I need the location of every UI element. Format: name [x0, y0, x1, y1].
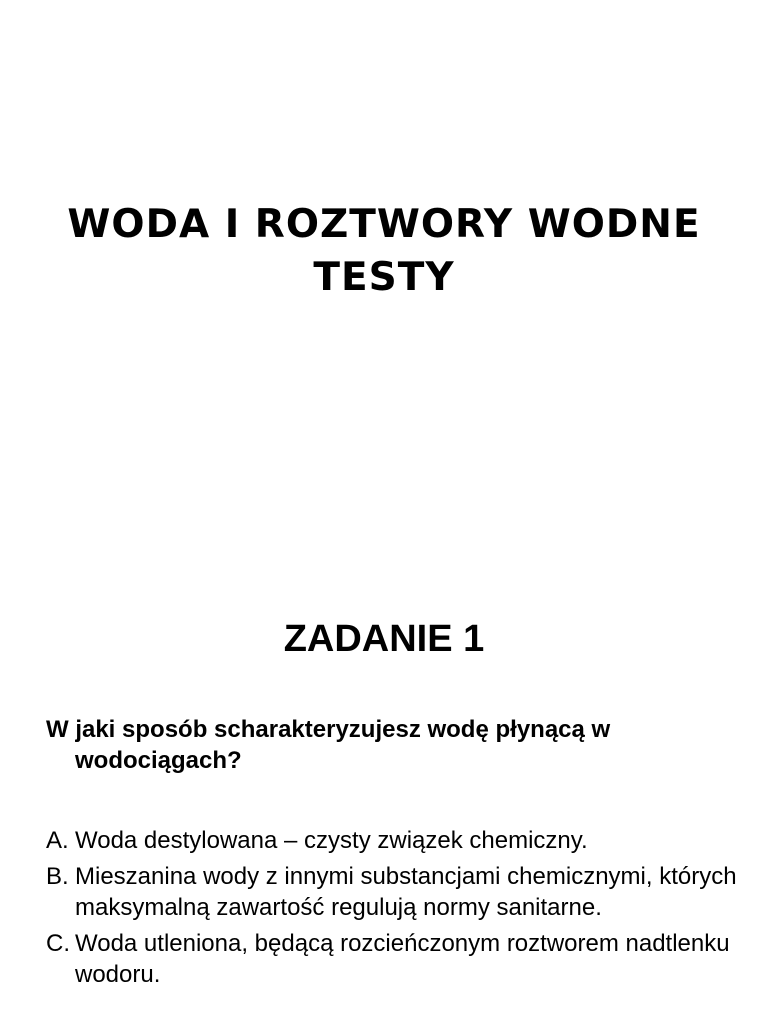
page-title [0, 198, 768, 304]
task-heading: ZADANIE 1 [283, 618, 485, 660]
option-letter: B. [46, 863, 69, 890]
question-text: W jaki sposób scharakteryzujesz wodę płynącą w wodociągach? [46, 716, 611, 774]
title-line-1: WODA I ROZTWORY WODNE [67, 202, 701, 247]
title-line-2: TESTY [313, 255, 455, 300]
option-text: Woda utleniona, będącą rozcieńczonym roztworem nadtlenku wodoru. [75, 930, 730, 988]
option-text: Mieszanina wody z innymi substancjami chemicznymi, których maksymalną zawartość regulują normy sanitarne. [75, 863, 737, 921]
option-text: Woda destylowana – czysty związek chemiczny. [75, 827, 588, 854]
answer-option-b [46, 861, 746, 923]
option-letter: A. [46, 827, 69, 854]
answer-options [46, 825, 746, 995]
answer-option-c [46, 928, 746, 990]
answer-option-a [46, 825, 746, 856]
option-letter: C. [46, 930, 70, 957]
